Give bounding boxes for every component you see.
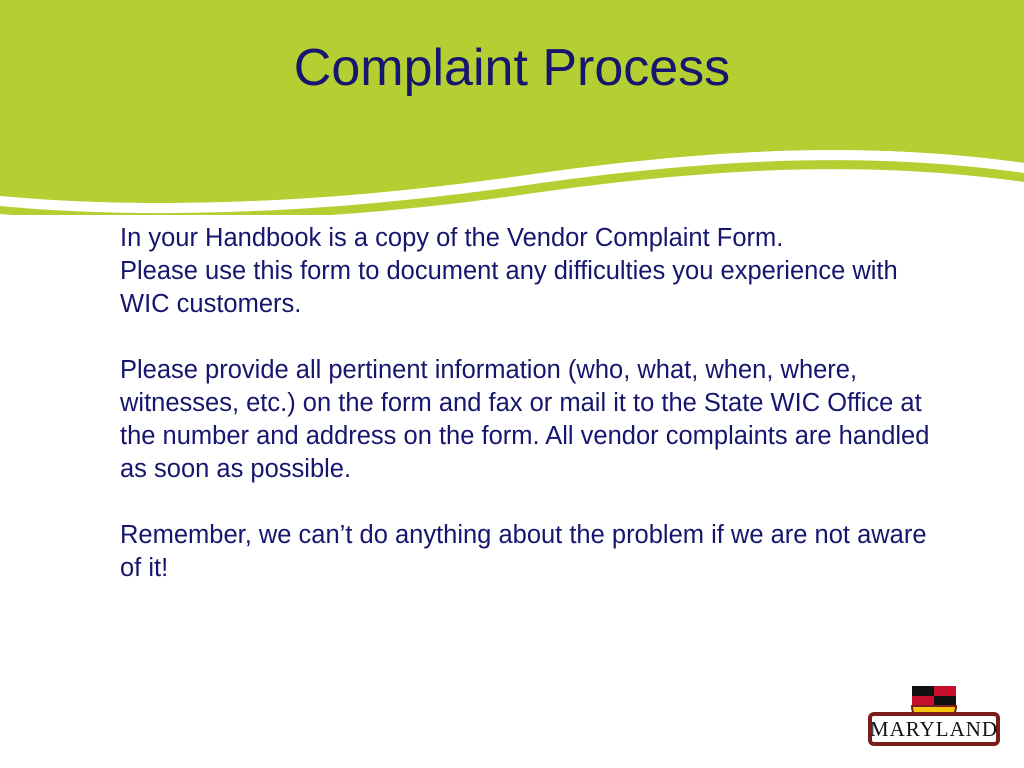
maryland-state-logo: [866, 684, 1002, 748]
slide-body: [120, 222, 940, 585]
body-paragraph: Remember, we can’t do anything about the problem if we are not aware of it!: [120, 521, 927, 582]
body-paragraph: Please use this form to document any difficulties you experience with WIC customers.: [120, 257, 898, 318]
header-banner: [0, 0, 1024, 215]
paragraph-spacer: [120, 321, 940, 354]
page-title: Complaint Process: [293, 39, 731, 97]
body-paragraph: In your Handbook is a copy of the Vendor Complaint Form.: [120, 224, 784, 252]
body-paragraph: Please provide all pertinent information (who, what, when, where, witnesses, etc.) on the form and fax or mail it to the State WIC Office at the number and address on the form. All vendor complaints are handled as soon as possible.: [120, 356, 930, 483]
svg-text:MARYLAND: MARYLAND: [869, 717, 999, 741]
paragraph-spacer: [120, 486, 940, 519]
